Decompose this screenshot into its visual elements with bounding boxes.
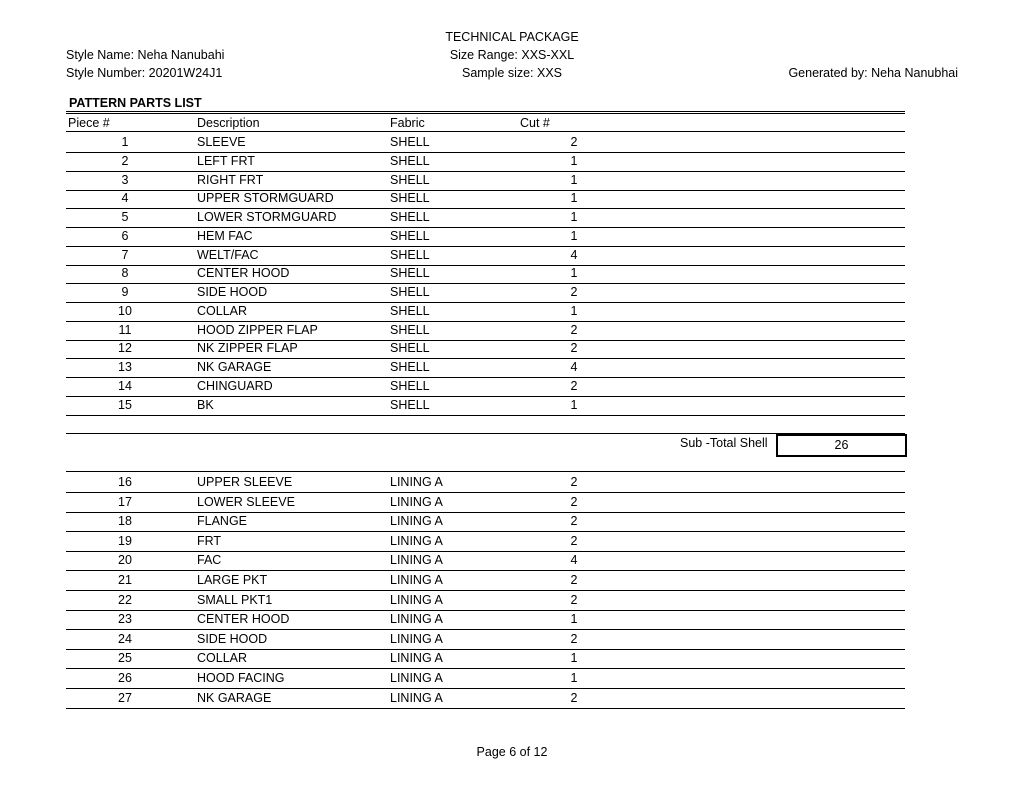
piece-cell: 22 [118, 592, 132, 607]
cut-cell: 2 [570, 592, 578, 607]
table-row [66, 512, 905, 532]
fabric-cell: LINING A [390, 553, 443, 568]
size-range: Size Range: XXS-XXL [449, 48, 575, 62]
piece-cell: 2 [121, 153, 129, 168]
description-cell: WELT/FAC [197, 247, 259, 262]
table-row [66, 551, 905, 571]
table-row [66, 591, 905, 611]
piece-cell: 6 [121, 228, 129, 243]
fabric-cell: SHELL [390, 191, 430, 206]
cut-cell: 1 [570, 266, 578, 281]
fabric-cell: SHELL [390, 135, 430, 149]
fabric-cell: SHELL [390, 360, 430, 374]
fabric-cell: SHELL [390, 247, 430, 262]
fabric-cell: SHELL [390, 285, 430, 299]
table-row [66, 339, 905, 359]
piece-cell: 11 [118, 322, 132, 337]
description-cell: HOOD FACING [197, 671, 285, 685]
fabric-cell: LINING A [390, 651, 443, 666]
cut-cell: 2 [570, 533, 578, 548]
piece-cell: 16 [118, 475, 132, 489]
fabric-cell: LINING A [390, 533, 443, 548]
table-row [66, 473, 905, 493]
subtotal-label: Sub -Total Shell [680, 436, 768, 450]
description-cell: CENTER HOOD [197, 612, 290, 627]
description-cell: SLEEVE [197, 135, 246, 149]
description-cell: CHINGUARD [197, 378, 273, 393]
piece-cell: 26 [118, 671, 132, 685]
table-row [66, 264, 905, 284]
table-row [66, 610, 905, 630]
piece-cell: 25 [118, 651, 132, 666]
fabric-cell: SHELL [390, 322, 430, 337]
description-cell: LOWER SLEEVE [197, 494, 295, 509]
fabric-cell: LINING A [390, 671, 443, 685]
fabric-cell: LINING A [390, 631, 443, 646]
piece-cell: 5 [121, 210, 129, 224]
description-cell: LARGE PKT [197, 573, 268, 587]
cut-cell: 2 [570, 494, 578, 509]
description-cell: HOOD ZIPPER FLAP [197, 322, 318, 337]
doc-title: TECHNICAL PACKAGE [445, 30, 579, 44]
description-cell: NK GARAGE [197, 360, 272, 374]
cut-cell: 1 [570, 228, 578, 243]
col-piece-header: Piece # [68, 116, 110, 130]
description-cell: BK [197, 397, 214, 412]
table-row [66, 189, 905, 209]
table-row [66, 396, 905, 416]
description-cell: UPPER STORMGUARD [197, 191, 334, 206]
description-cell: COLLAR [197, 651, 248, 666]
fabric-cell: LINING A [390, 494, 443, 509]
piece-cell: 9 [121, 285, 129, 299]
fabric-cell: SHELL [390, 210, 430, 224]
cut-cell: 2 [570, 322, 578, 337]
fabric-cell: SHELL [390, 397, 430, 412]
fabric-cell: LINING A [390, 612, 443, 627]
table-row [66, 302, 905, 322]
description-cell: FLANGE [197, 514, 248, 529]
cut-cell: 1 [570, 671, 578, 685]
cut-cell: 2 [570, 573, 578, 587]
table-row [66, 358, 905, 378]
description-cell: COLLAR [197, 303, 248, 318]
piece-cell: 12 [118, 341, 132, 356]
fabric-cell: SHELL [390, 378, 430, 393]
cut-cell: 2 [570, 378, 578, 393]
cut-cell: 2 [570, 690, 578, 705]
col-cut-header: Cut # [520, 116, 550, 130]
table-row [66, 283, 905, 303]
table-row [66, 493, 905, 513]
description-cell: NK ZIPPER FLAP [197, 341, 298, 356]
table-row [66, 227, 905, 247]
cut-cell: 1 [570, 191, 578, 206]
fabric-cell: SHELL [390, 228, 430, 243]
piece-cell: 1 [121, 135, 129, 149]
fabric-cell: SHELL [390, 172, 430, 187]
cut-cell: 1 [570, 172, 578, 187]
section-divider [66, 111, 905, 114]
description-cell: UPPER SLEEVE [197, 475, 293, 489]
cut-cell: 1 [570, 153, 578, 168]
description-cell: FAC [197, 553, 222, 568]
table-row [66, 321, 905, 341]
table-row [66, 532, 905, 552]
description-cell: RIGHT FRT [197, 172, 264, 187]
piece-cell: 27 [118, 690, 132, 705]
fabric-cell: SHELL [390, 266, 430, 281]
col-fabric-header: Fabric [390, 116, 425, 130]
fabric-cell: LINING A [390, 475, 443, 489]
piece-cell: 24 [118, 631, 132, 646]
description-cell: HEM FAC [197, 228, 253, 243]
style-number: Style Number: 20201W24J1 [66, 66, 223, 80]
cut-cell: 2 [570, 631, 578, 646]
page-number: Page 6 of 12 [476, 745, 548, 759]
subtotal-value: 26 [776, 434, 907, 457]
cut-cell: 2 [570, 341, 578, 356]
cut-cell: 1 [570, 210, 578, 224]
cut-cell: 1 [570, 303, 578, 318]
table-row [66, 246, 905, 266]
table-row [66, 571, 905, 591]
description-cell: SIDE HOOD [197, 285, 268, 299]
fabric-cell: LINING A [390, 573, 443, 587]
description-cell: FRT [197, 533, 222, 548]
table-row [66, 669, 905, 689]
piece-cell: 15 [118, 397, 132, 412]
generated-by: Generated by: Neha Nanubhai [788, 66, 958, 80]
piece-cell: 13 [118, 360, 132, 374]
fabric-cell: SHELL [390, 303, 430, 318]
cut-cell: 2 [570, 285, 578, 299]
piece-cell: 20 [118, 553, 132, 568]
table-row [66, 152, 905, 172]
col-description-header: Description [197, 116, 260, 130]
fabric-cell: LINING A [390, 592, 443, 607]
style-name: Style Name: Neha Nanubahi [66, 48, 225, 62]
table-row [66, 377, 905, 397]
fabric-cell: SHELL [390, 341, 430, 356]
piece-cell: 4 [121, 191, 129, 206]
description-cell: SIDE HOOD [197, 631, 268, 646]
cut-cell: 4 [570, 360, 578, 374]
cut-cell: 2 [570, 514, 578, 529]
cut-cell: 4 [570, 553, 578, 568]
piece-cell: 18 [118, 514, 132, 529]
column-header-row [66, 115, 905, 132]
lining-top-line [66, 471, 905, 472]
piece-cell: 19 [118, 533, 132, 548]
piece-cell: 7 [121, 247, 129, 262]
section-title: PATTERN PARTS LIST [69, 96, 202, 110]
table-row [66, 171, 905, 191]
piece-cell: 21 [118, 573, 132, 587]
table-row [66, 649, 905, 669]
fabric-cell: LINING A [390, 514, 443, 529]
piece-cell: 23 [118, 612, 132, 627]
piece-cell: 17 [118, 494, 132, 509]
description-cell: NK GARAGE [197, 690, 272, 705]
sample-size: Sample size: XXS [461, 66, 563, 80]
description-cell: LOWER STORMGUARD [197, 210, 337, 224]
table-row [66, 208, 905, 228]
cut-cell: 2 [570, 135, 578, 149]
cut-cell: 4 [570, 247, 578, 262]
piece-cell: 8 [121, 266, 129, 281]
piece-cell: 14 [118, 378, 132, 393]
fabric-cell: SHELL [390, 153, 430, 168]
table-row [66, 630, 905, 650]
cut-cell: 1 [570, 397, 578, 412]
cut-cell: 2 [570, 475, 578, 489]
cut-cell: 1 [570, 612, 578, 627]
description-cell: SMALL PKT1 [197, 592, 273, 607]
piece-cell: 3 [121, 172, 129, 187]
cut-cell: 1 [570, 651, 578, 666]
description-cell: CENTER HOOD [197, 266, 290, 281]
fabric-cell: LINING A [390, 690, 443, 705]
table-row [66, 689, 905, 709]
description-cell: LEFT FRT [197, 153, 255, 168]
piece-cell: 10 [118, 303, 132, 318]
table-row [66, 133, 905, 153]
